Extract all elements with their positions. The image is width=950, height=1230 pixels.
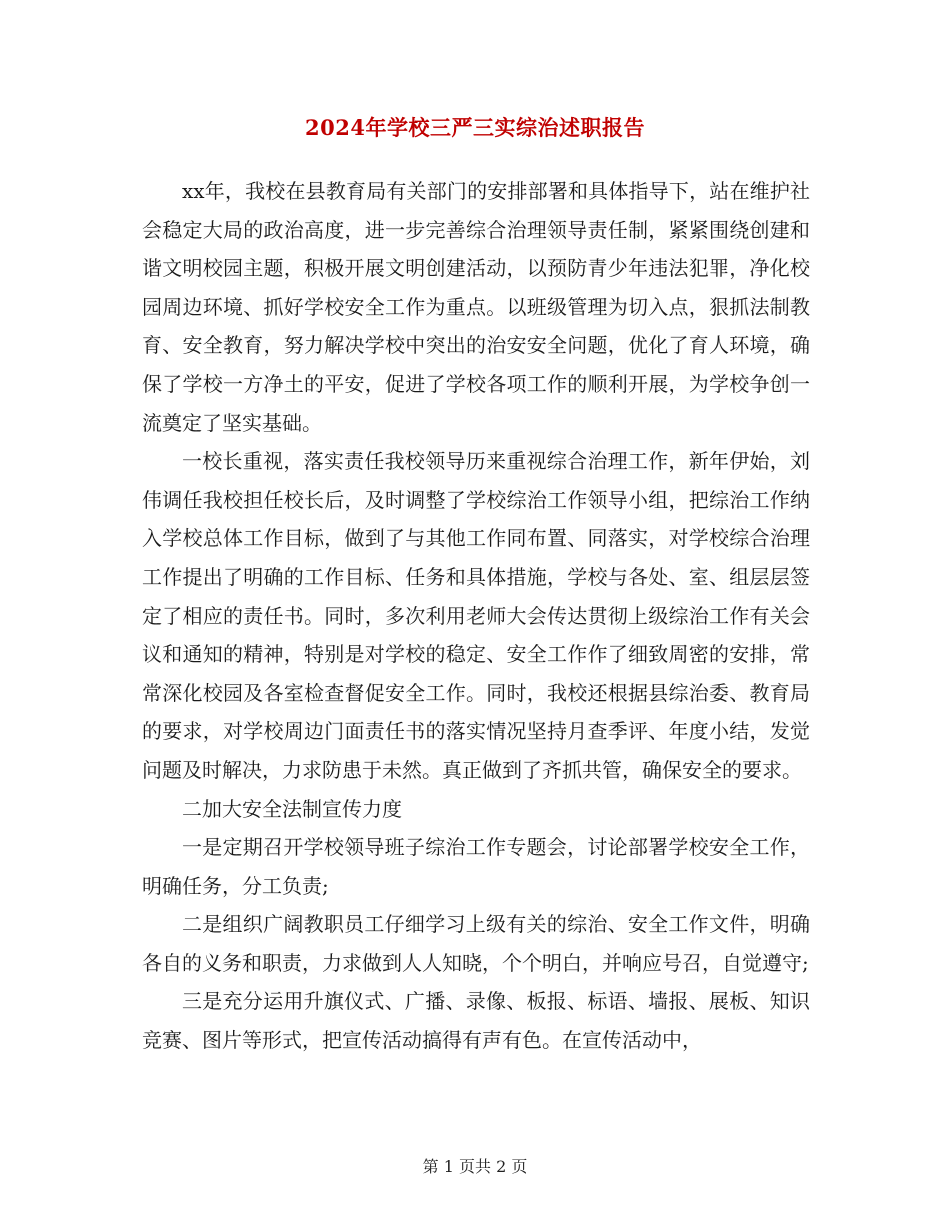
document-title: 2024年学校三严三实综治述职报告: [305, 115, 645, 140]
paragraph: xx年，我校在县教育局有关部门的安排部署和具体指导下，站在维护社会稳定大局的政治高度，进一步完善综合治理领导责任制，紧紧围绕创建和谐文明校园主题，积极开展文明创建活动，以预防青少年违法犯罪，净化校园周边环境、抓好学校安全工作为重点。以班级管理为切入点，狠抓法制教育、安全教育，努力解决学校中突出的治安安全问题，优化了育人环境，确保了学校一方净土的平安，促进了学校各项工作的顺利开展，为学校争创一流奠定了坚实基础。: [142, 179, 810, 435]
page-footer: 第 1 页共 2 页: [422, 1157, 528, 1176]
section-heading: 二加大安全法制宣传力度: [182, 796, 402, 821]
paragraph: 一校长重视，落实责任我校领导历来重视综合治理工作，新年伊始，刘伟调任我校担任校长后，及时调整了学校综治工作领导小组，把综治工作纳入学校总体工作目标，做到了与其他工作同布置、同落实，对学校综合治理工作提出了明确的工作目标、任务和具体措施，学校与各处、室、组层层签定了相应的责任书。同时，多次利用老师大会传达贯彻上级综治工作有关会议和通知的精神，特别是对学校的稳定、安全工作作了细致周密的安排，常常深化校园及各室检查督促安全工作。同时，我校还根据县综治委、教育局的要求，对学校周边门面责任书的落实情况坚持月查季评、年度小结，发觉问题及时解决，力求防患于未然。真正做到了齐抓共管，确保安全的要求。: [142, 449, 810, 782]
paragraph: 一是定期召开学校领导班子综治工作专题会，讨论部署学校安全工作，明确任务，分工负责;: [142, 835, 810, 898]
paragraph: 三是充分运用升旗仪式、广播、录像、板报、标语、墙报、展板、知识竞赛、图片等形式，把宣传活动搞得有声有色。在宣传活动中，: [142, 989, 810, 1053]
paragraph: 二是组织广阔教职员工仔细学习上级有关的综治、安全工作文件，明确各自的义务和职责，力求做到人人知晓，个个明白，并响应号召，自觉遵守;: [142, 912, 810, 975]
document-body: [142, 172, 810, 1060]
